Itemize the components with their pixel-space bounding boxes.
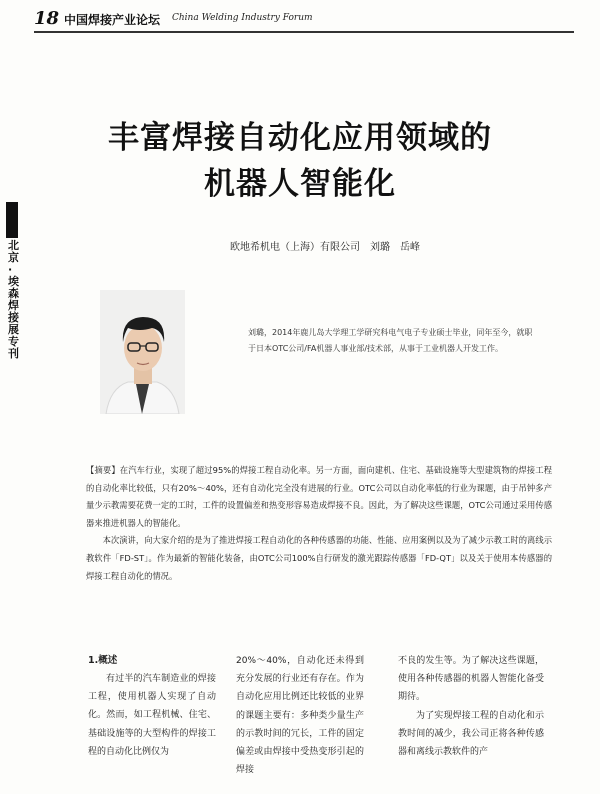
page-number: 18 bbox=[34, 8, 60, 29]
side-section-label: 北京·埃森焊接展专刊 bbox=[8, 239, 19, 360]
running-header bbox=[34, 8, 570, 30]
author-portrait-image bbox=[100, 290, 185, 414]
author-bio: 刘璐，2014年鹿儿岛大学理工学研究科电气电子专业硕士毕业，同年至今，就职于日本OTC公司/FA机器人事业部/技术部，从事于工业机器人开发工作。 bbox=[248, 328, 533, 353]
body-column-2 bbox=[236, 652, 364, 779]
journal-name-en: China Welding Industry Forum bbox=[172, 13, 313, 23]
body-paragraph: 有过半的汽车制造业的焊接工程，使用机器人实现了自动化。然而，如工程机械、住宅、基础设施等的大型构件的焊接工程的自动化比例仅为 bbox=[88, 674, 216, 757]
section-heading: 1.概述 bbox=[88, 655, 118, 666]
body-paragraph: 20%～40%，自动化还未得到充分发展的行业还有存在。作为自动化应用比例还比较低的业界的课题主要有：多种类少量生产的示教时间的冗长，工件的固定偏差或由焊接中受热变形引起的焊接 bbox=[236, 656, 364, 776]
article-title-line-2: 机器人智能化 bbox=[204, 166, 396, 202]
header-rule bbox=[34, 31, 574, 33]
body-column-3 bbox=[398, 652, 544, 761]
body-column-1 bbox=[88, 652, 216, 761]
abstract-paragraph-2: 本次演讲，向大家介绍的是为了推进焊接工程自动化的各种传感器的功能、性能、应用案例以及为了减少示教工时的离线示教软件「FD-ST」。作为最新的智能化装备，由OTC公司100%自行研发的激光跟踪传感器「FD-QT」以及关于使用本传感器的焊接工程自动化的情况。 bbox=[86, 535, 552, 581]
side-tab-marker bbox=[6, 202, 18, 238]
body-paragraph: 为了实现焊接工程的自动化和示教时间的减少，我公司正将各种传感器和离线示教软件的产 bbox=[398, 710, 544, 758]
author-affiliation: 欧地希机电（上海）有限公司 刘璐 岳峰 bbox=[230, 242, 420, 253]
abstract-paragraph-1: 【摘要】在汽车行业，实现了超过95%的焊接工程自动化率。另一方面，面向建机、住宅、基础设施等大型建筑物的焊接工程的自动化率比较低，只有20%～40%，还有自动化完全没有进展的行业。OTC公司以自动化率低的行业为课题，由于吊钟多产量少示教需要花费一定的工时，工件的设置偏差和热变形容易造成焊接不良。因此，为了解决这些课题，OTC公司通过采用传感器来推进机器人的智能化。 bbox=[86, 465, 552, 528]
abstract bbox=[86, 462, 552, 585]
article-title-line-1: 丰富焊接自动化应用领域的 bbox=[108, 120, 492, 156]
journal-name-cn: 中国焊接产业论坛 bbox=[64, 13, 161, 27]
body-paragraph: 不良的发生等。为了解决这些课题，使用各种传感器的机器人智能化备受期待。 bbox=[398, 656, 544, 703]
author-photo bbox=[100, 290, 185, 414]
